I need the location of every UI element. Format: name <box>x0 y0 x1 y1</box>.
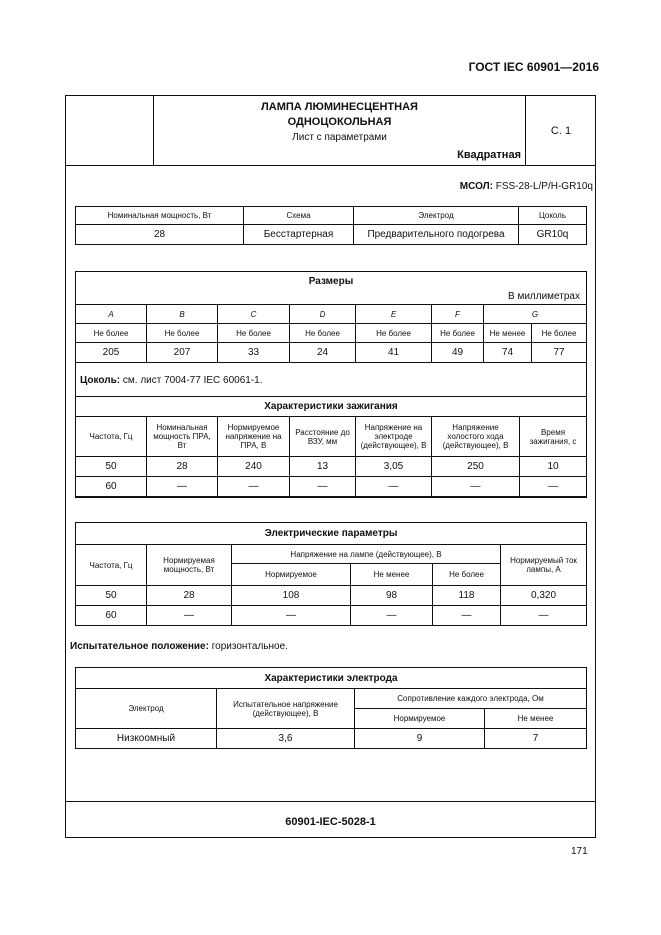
electrical-cell: 50 <box>76 586 147 606</box>
electrode-h-resistance: Сопротивление каждого электрода, Ом <box>355 689 587 709</box>
electrode-h-electrode: Электрод <box>76 689 217 729</box>
electrode-cell: 9 <box>355 729 485 749</box>
dim-letter: E <box>356 305 432 324</box>
electrical-h-power: Нормируемая мощность, Вт <box>147 545 232 586</box>
dim-letter: G <box>484 305 587 324</box>
electrode-table <box>75 667 587 749</box>
electrical-cell: — <box>232 606 351 626</box>
ignition-cell: — <box>520 477 587 497</box>
dim-value: 24 <box>290 343 356 363</box>
ignition-cell: — <box>290 477 356 497</box>
dim-value: 74 <box>484 343 532 363</box>
ignition-title: Характеристики зажигания <box>76 397 587 417</box>
electrical-cell: 118 <box>433 586 501 606</box>
subtitle: Лист с параметрами <box>292 132 387 143</box>
ignition-header: Номинальная мощность ПРА, Вт <box>147 417 218 457</box>
electrical-cell: 98 <box>351 586 433 606</box>
electrical-title: Электрические параметры <box>76 523 587 545</box>
dim-value: 207 <box>147 343 218 363</box>
dimensions-title-cell <box>76 272 587 305</box>
electrical-cell: — <box>433 606 501 626</box>
ignition-cell: — <box>218 477 290 497</box>
ignition-cell: 28 <box>147 457 218 477</box>
general-value: GR10q <box>519 225 587 245</box>
standard-number: ГОСТ IEC 60901—2016 <box>468 60 599 74</box>
dim-value: 205 <box>76 343 147 363</box>
electrical-sub: Нормируемое <box>232 564 351 586</box>
dim-limit: Не более <box>432 324 484 343</box>
general-header: Цоколь <box>519 207 587 225</box>
ignition-header: Время зажигания, с <box>520 417 587 457</box>
title-line-2: ОДНОЦОКОЛЬНАЯ <box>287 116 392 128</box>
general-header: Схема <box>244 207 354 225</box>
ignition-header: Частота, Гц <box>76 417 147 457</box>
dimensions-title: Размеры <box>308 276 354 287</box>
footer-separator <box>66 801 595 802</box>
dim-letter: A <box>76 305 147 324</box>
electrical-cell: 28 <box>147 586 232 606</box>
dim-limit: Не менее <box>484 324 532 343</box>
electrical-cell: — <box>147 606 232 626</box>
ignition-cell: 3,05 <box>356 457 432 477</box>
electrical-cell: — <box>351 606 433 626</box>
electrical-h-voltage: Напряжение на лампе (действующее), В <box>232 545 501 564</box>
electrical-h-current: Нормируемый ток лампы, А <box>501 545 587 586</box>
electrode-title: Характеристики электрода <box>76 668 587 689</box>
ignition-header: Нормируемое напряжение на ПРА, В <box>218 417 290 457</box>
mcol-value: FSS-28-L/P/H-GR10q <box>492 181 593 192</box>
dim-value: 77 <box>532 343 587 363</box>
title-line-1: ЛАМПА ЛЮМИНЕСЦЕНТНАЯ <box>261 101 418 113</box>
ignition-cell: 240 <box>218 457 290 477</box>
electrical-cell: 60 <box>76 606 147 626</box>
general-value: 28 <box>76 225 244 245</box>
test-position-text: горизонтальное. <box>208 641 288 652</box>
ignition-header: Расстояние до ВЗУ, мм <box>290 417 356 457</box>
ignition-cell: 10 <box>520 457 587 477</box>
dim-limit: Не более <box>290 324 356 343</box>
dim-letter: B <box>147 305 218 324</box>
electrical-h-freq: Частота, Гц <box>76 545 147 586</box>
ignition-cell: 250 <box>432 457 520 477</box>
dimensions-unit: В миллиметрах <box>508 291 580 302</box>
ignition-cell: — <box>356 477 432 497</box>
dim-limit: Не более <box>147 324 218 343</box>
dimensions-table <box>75 271 587 363</box>
electrical-cell: — <box>501 606 587 626</box>
dim-letter: D <box>290 305 356 324</box>
ignition-header: Напряжение холостого хода (действующее), В <box>432 417 520 457</box>
general-header: Электрод <box>354 207 519 225</box>
electrode-sub: Нормируемое <box>355 709 485 729</box>
general-value: Предварительного подогрева <box>354 225 519 245</box>
electrode-cell: 3,6 <box>217 729 355 749</box>
ignition-table <box>75 396 587 497</box>
electrode-cell: Низкоомный <box>76 729 217 749</box>
page-number: 171 <box>571 846 588 857</box>
test-position-note <box>70 641 288 652</box>
dim-limit: Не более <box>356 324 432 343</box>
dim-value: 41 <box>356 343 432 363</box>
electrical-cell: 108 <box>232 586 351 606</box>
electrical-sub: Не менее <box>351 564 433 586</box>
electrode-cell: 7 <box>485 729 587 749</box>
header-blank-cell <box>66 96 154 166</box>
base-text: см. лист 7004-77 IEC 60061-1. <box>120 375 263 386</box>
test-position-label: Испытательное положение: <box>70 641 209 652</box>
page-ref: С. 1 <box>526 96 596 166</box>
footer-code: 60901-IEC-5028-1 <box>285 816 376 828</box>
electrical-table <box>75 522 587 626</box>
dim-letter: C <box>218 305 290 324</box>
dim-limit: Не более <box>532 324 587 343</box>
ignition-cell: — <box>147 477 218 497</box>
electrical-sub: Не более <box>433 564 501 586</box>
general-value: Бесстартерная <box>244 225 354 245</box>
general-header: Номинальная мощность, Вт <box>76 207 244 225</box>
mcol-designation <box>460 181 593 192</box>
general-table <box>75 206 587 245</box>
mcol-label: МСОЛ: <box>459 181 493 192</box>
electrical-cell: 0,320 <box>501 586 587 606</box>
shape-label: Квадратная <box>457 149 521 161</box>
ignition-cell: — <box>432 477 520 497</box>
ignition-header: Напряжение на электроде (действующее), В <box>356 417 432 457</box>
electrode-h-voltage: Испытательное напряжение (действующее), В <box>217 689 355 729</box>
ignition-cell: 60 <box>76 477 147 497</box>
electrode-sub: Не менее <box>485 709 587 729</box>
base-note <box>80 375 263 386</box>
base-label: Цоколь: <box>80 375 121 386</box>
dim-letter: F <box>432 305 484 324</box>
dim-limit: Не более <box>218 324 290 343</box>
ignition-cell: 13 <box>290 457 356 477</box>
dim-limit: Не более <box>76 324 147 343</box>
dim-value: 33 <box>218 343 290 363</box>
dim-value: 49 <box>432 343 484 363</box>
header-title-cell <box>154 96 526 166</box>
ignition-cell: 50 <box>76 457 147 477</box>
